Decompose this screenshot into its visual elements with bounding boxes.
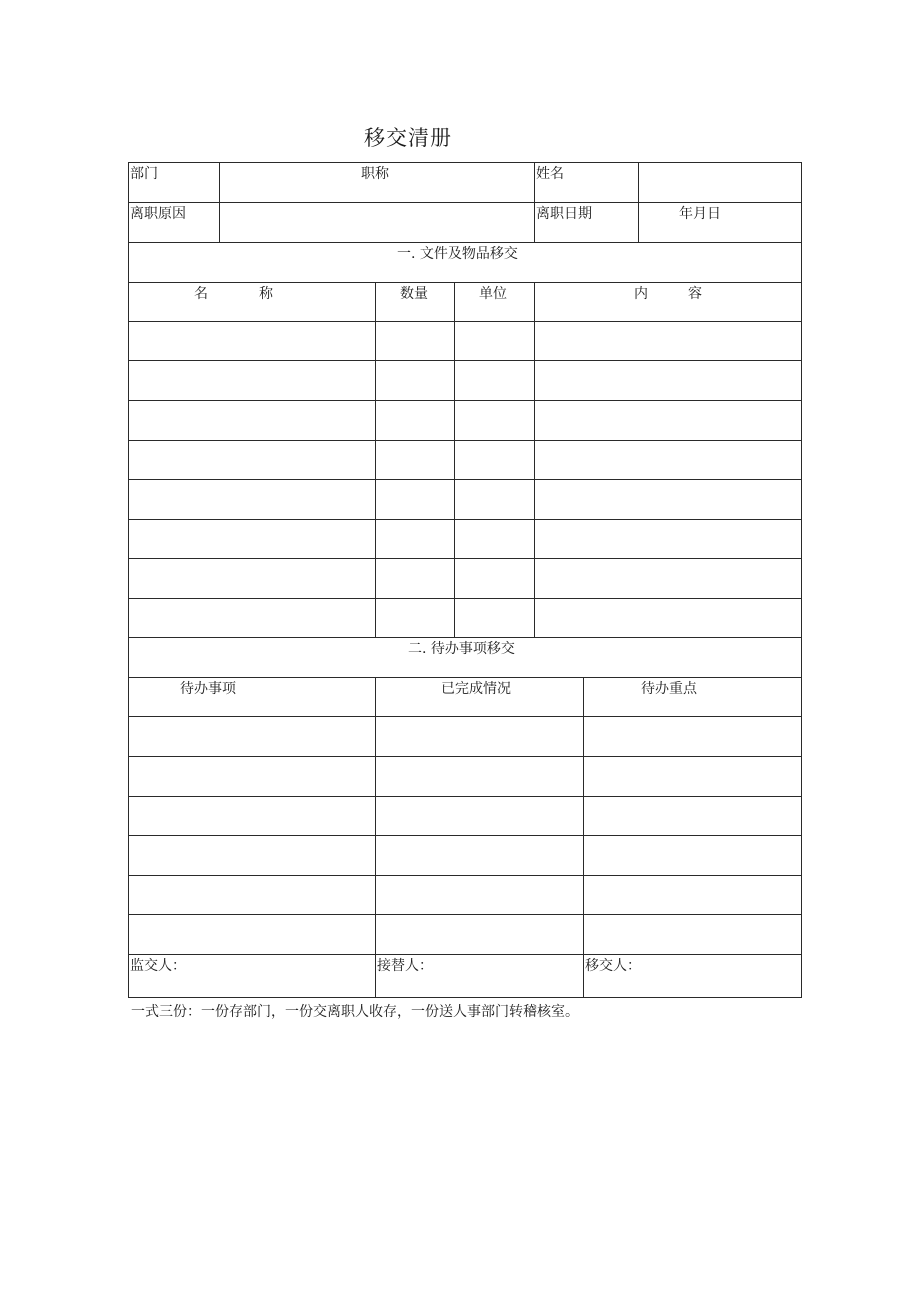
rule [128,202,802,203]
rule [128,242,802,243]
rule [128,162,802,163]
section-title-items: 一. 文件及物品移交 [397,246,518,262]
rule [534,162,535,242]
rule [128,875,802,876]
col-priority: 待办重点 [641,681,697,697]
rule [375,282,376,638]
rule [638,162,639,242]
rule [128,835,802,836]
rule [128,479,802,480]
position-label: 职称 [361,166,389,182]
rule [128,954,802,955]
section-title-pending: 二. 待办事项移交 [408,641,515,657]
name-label: 姓名 [536,166,564,182]
col-content-a: 内 [634,286,648,302]
rule [128,716,802,717]
rule [128,282,802,283]
col-content-b: 容 [688,286,702,302]
rule [128,637,802,638]
rule [534,282,535,638]
reason-label: 离职原因 [130,206,186,222]
handover-label: 移交人： [585,958,641,974]
col-quantity: 数量 [400,286,428,302]
col-completion: 已完成情况 [441,681,511,697]
date-value: 年月日 [679,206,721,222]
col-name-b: 称 [259,286,273,302]
rule [128,558,802,559]
rule [128,914,802,915]
handover-form [128,162,802,998]
rule [128,400,802,401]
date-label: 离职日期 [536,206,592,222]
rule [128,321,802,322]
rule [375,677,376,998]
rule [128,162,129,998]
rule [801,162,802,998]
rule [128,997,802,998]
rule [128,756,802,757]
dept-label: 部门 [130,166,158,182]
rule [454,282,455,638]
page-title: 移交清册 [364,126,452,150]
rule [128,677,802,678]
supervisor-label: 监交人： [130,958,186,974]
col-unit: 单位 [479,286,507,302]
rule [583,677,584,998]
rule [128,360,802,361]
copies-note: 一式三份：一份存部门，一份交离职人收存，一份送人事部门转稽核室。 [131,1004,579,1020]
col-name-a: 名 [194,286,208,302]
rule [128,598,802,599]
rule [219,162,220,242]
col-pending-items: 待办事项 [180,681,236,697]
rule [128,440,802,441]
rule [128,796,802,797]
rule [128,519,802,520]
successor-label: 接替人： [377,958,433,974]
